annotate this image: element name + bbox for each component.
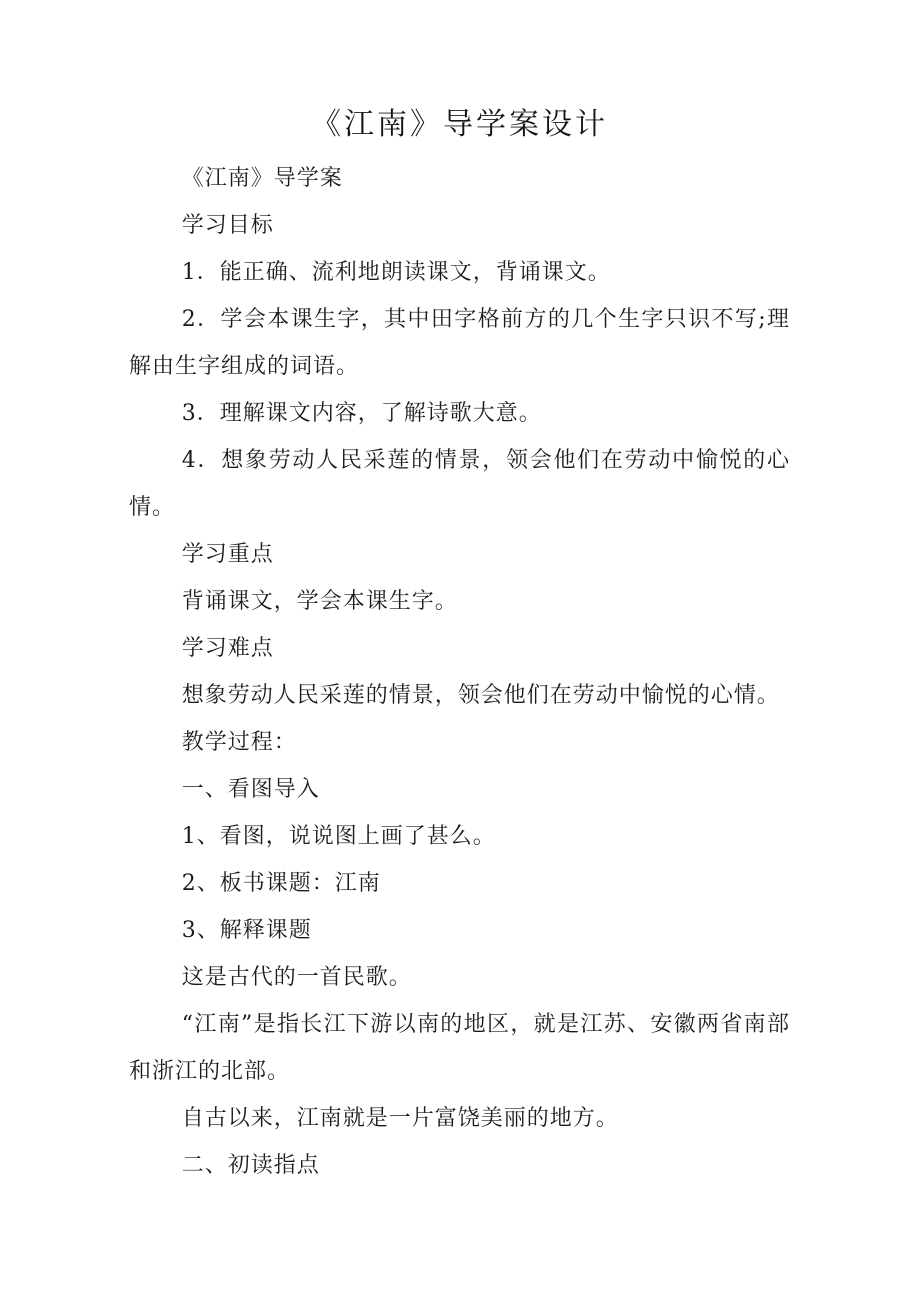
paragraph-step-one-item-3: 3、解释课题	[181, 918, 312, 943]
paragraph-section-difficult-points: 学习难点	[181, 636, 274, 661]
paragraph-step-one-item-1: 1、看图，说说图上画了甚么。	[181, 824, 496, 849]
paragraph-goal-1: 1．能正确、流利地朗读课文，背诵课文。	[181, 260, 611, 285]
paragraph-jiangnan-description: 自古以来，江南就是一片富饶美丽的地方。	[181, 1106, 619, 1131]
paragraph-step-one-item-2: 2、板书课题：江南	[181, 871, 381, 896]
paragraph-section-teaching-process: 教学过程：	[181, 730, 297, 755]
paragraph-step-two-heading: 二、初读指点	[181, 1153, 320, 1178]
paragraph-goal-2: 2．学会本课生字，其中田字格前方的几个生字只识不写;理解由生字组成的词语。	[129, 307, 790, 379]
paragraph-difficult-points-body: 想象劳动人民采莲的情景，领会他们在劳动中愉悦的心情。	[181, 683, 780, 708]
paragraph-goal-3: 3．理解课文内容，了解诗歌大意。	[181, 401, 542, 426]
document-title: 《江南》导学案设计	[311, 107, 608, 142]
paragraph-section-key-points: 学习重点	[181, 542, 274, 567]
paragraph-step-one-heading: 一、看图导入	[181, 777, 320, 802]
paragraph-goal-4: 4．想象劳动人民采莲的情景，领会他们在劳动中愉悦的心情。	[129, 448, 790, 520]
paragraph-section-learning-goals: 学习目标	[181, 213, 274, 238]
paragraph-jiangnan-definition: “江南”是指长江下游以南的地区，就是江苏、安徽两省南部和浙江的北部。	[129, 1012, 790, 1084]
paragraph-key-points-body: 背诵课文，学会本课生字。	[181, 589, 458, 614]
paragraph-subtitle: 《江南》导学案	[181, 166, 343, 191]
paragraph-folk-song-note: 这是古代的一首民歌。	[181, 965, 412, 990]
